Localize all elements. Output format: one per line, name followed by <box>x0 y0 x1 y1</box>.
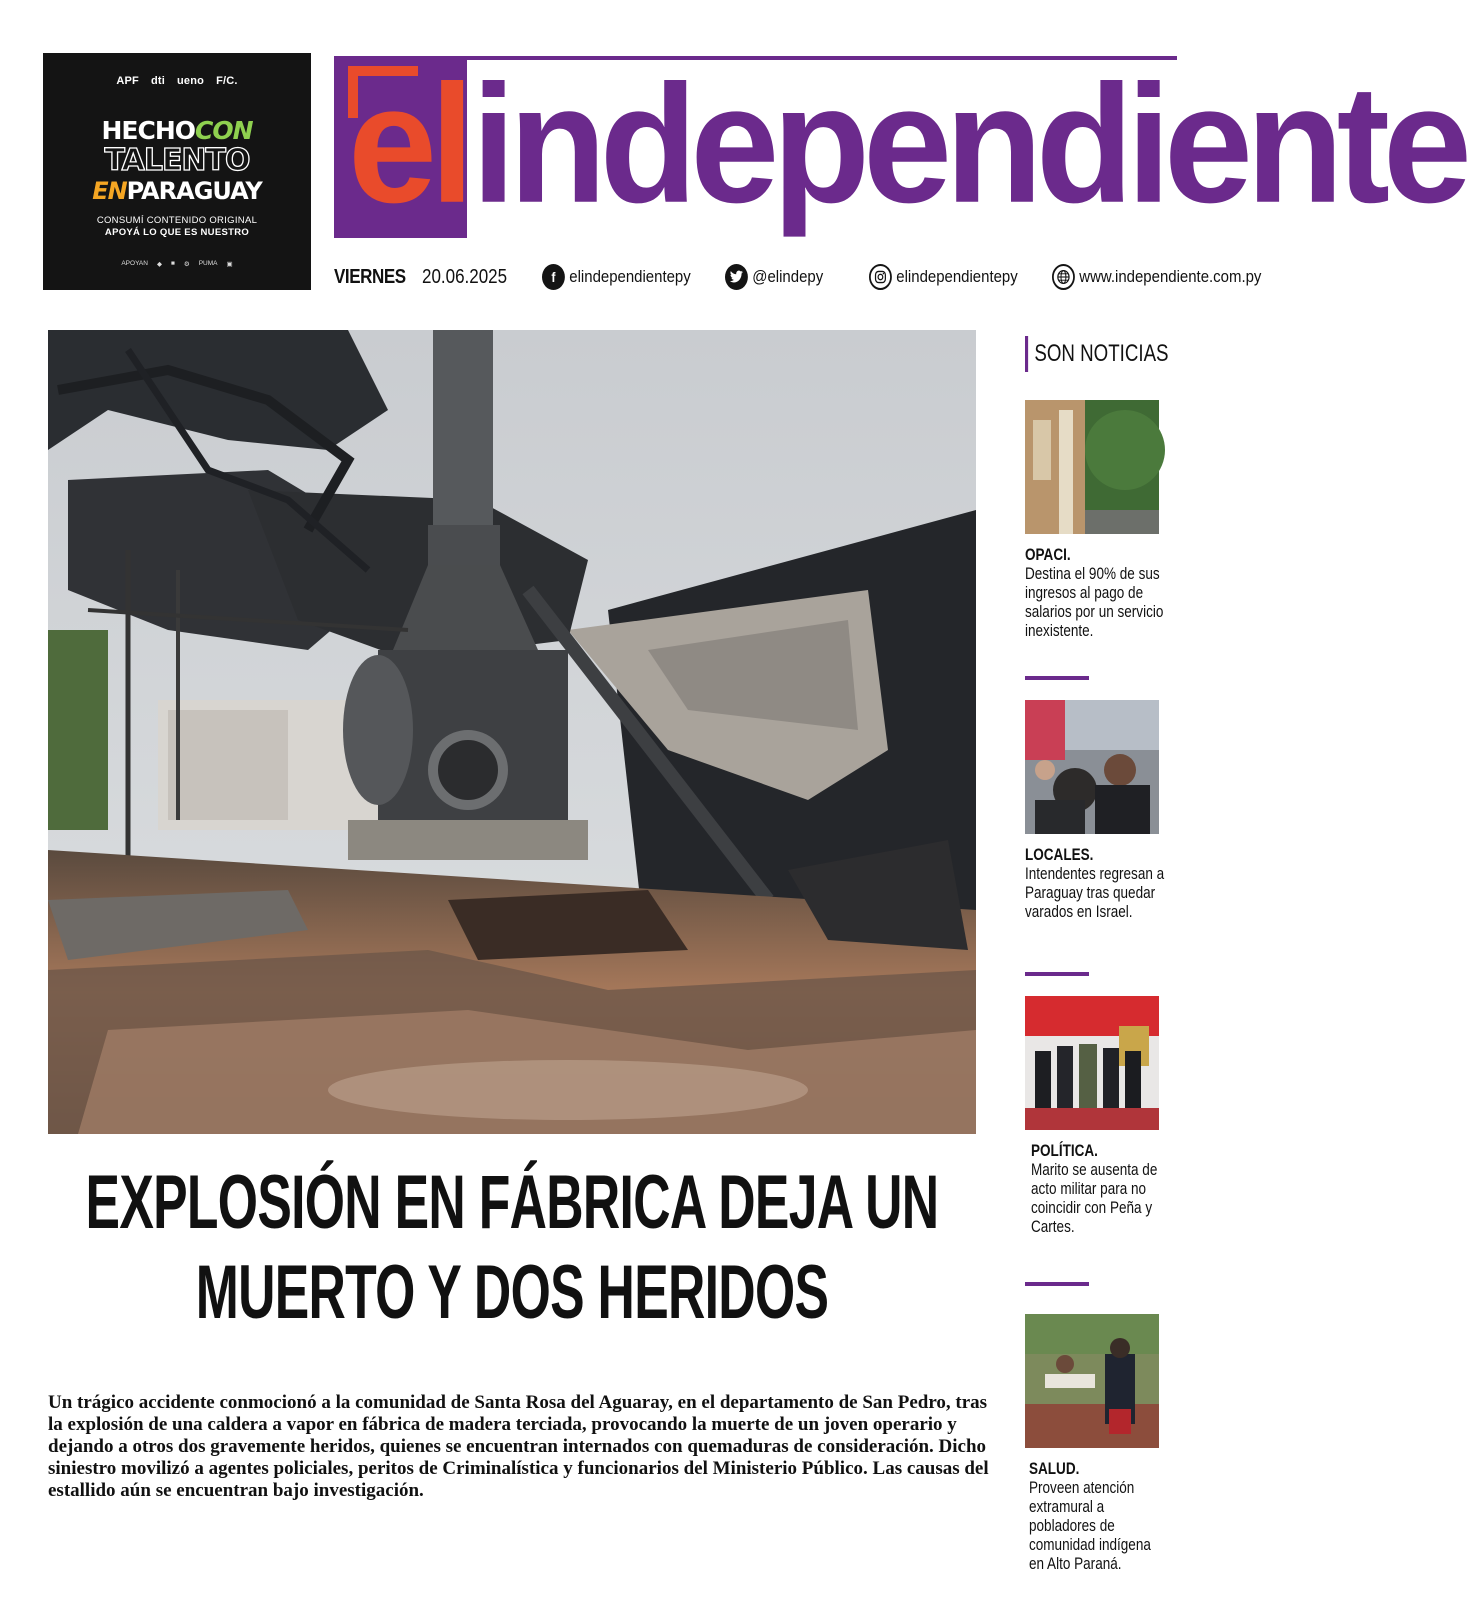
sponsor-fc: F/C. <box>216 75 238 87</box>
instagram-link[interactable]: elindependientepy <box>869 264 1018 290</box>
logo-icon: ■ <box>170 260 175 267</box>
news-thumbnail <box>1025 700 1159 834</box>
logo-icon: ◆ <box>156 261 162 268</box>
date-social-bar <box>334 260 1262 294</box>
news-category: SALUD. <box>1029 1460 1080 1478</box>
news-summary: Marito se ausenta de acto militar para no coincidir con Peña y Cartes. <box>1031 1161 1158 1236</box>
news-thumbnail <box>1025 996 1159 1130</box>
sidebar-item-locales[interactable] <box>1025 700 1190 922</box>
ad-line-2: TALENTO <box>104 143 250 178</box>
ad-supporters: APOYAN ◆ ■ ⚙ PUMA ▣ <box>121 260 233 268</box>
facebook-icon: f <box>542 264 565 290</box>
main-headline[interactable]: EXPLOSIÓN EN FÁBRICA DEJA UN MUERTO Y DOS HERIDOS <box>85 1160 939 1335</box>
twitter-icon <box>725 264 748 290</box>
main-photo <box>48 330 976 1134</box>
news-summary: Proveen atención extramural a pobladores de comunidad indígena en Alto Paraná. <box>1029 1479 1151 1573</box>
instagram-icon <box>869 264 892 290</box>
ad-banner[interactable] <box>43 53 311 290</box>
masthead-logo[interactable] <box>334 49 1465 238</box>
sponsor-dti: dti <box>150 75 165 87</box>
sponsor-apf: APF <box>116 75 139 87</box>
sidebar-item-opaci[interactable] <box>1025 400 1190 641</box>
sidebar-separator <box>1025 1282 1089 1286</box>
lead-paragraph: Un trágico accidente conmocionó a la comunidad de Santa Rosa del Aguaray, en el departamento de San Pedro, tras la explosión de una caldera a vapor en fábrica de madera terciada, provocando la muerte de un joven operario y dejando a otros dos gravemente heridos, quienes se encuentran internados con quemaduras de consideración. Dicho siniestro movilizó a agentes policiales, peritos de Criminalística y funcionarios del Ministerio Público. Las causas del estallido aún se encuentran bajo investigación. <box>48 1392 989 1501</box>
logo-icon: ⚙ <box>183 261 190 268</box>
issue-day: VIERNES <box>334 265 406 288</box>
logo-wordmark: el independiente <box>348 60 1471 270</box>
news-summary: Intendentes regresan a Paraguay tras quedar varados en Israel. <box>1025 865 1165 921</box>
news-summary: Destina el 90% de sus ingresos al pago de salarios por un servicio inexistente. <box>1025 565 1164 640</box>
sidebar-item-politica[interactable] <box>1025 996 1190 1237</box>
globe-icon <box>1052 264 1075 290</box>
sidebar-separator <box>1025 972 1089 976</box>
sponsor-ueno: ueno <box>177 75 205 87</box>
sidebar-separator <box>1025 676 1089 680</box>
news-category: POLÍTICA. <box>1031 1142 1098 1160</box>
news-category: LOCALES. <box>1025 846 1094 864</box>
twitter-link[interactable]: @elindepy <box>725 264 823 290</box>
sidebar-title: SON NOTICIAS <box>1025 336 1169 372</box>
ad-sponsors <box>43 75 311 87</box>
news-thumbnail <box>1025 1314 1159 1448</box>
ad-line-1: HECHOCON <box>101 116 253 145</box>
ad-subtitle-1: CONSUMÍ CONTENIDO ORIGINAL <box>96 215 258 226</box>
logo-icon: ▣ <box>226 261 233 268</box>
facebook-link[interactable]: f elindependientepy <box>542 264 691 290</box>
ad-subtitle-2: APOYÁ LO QUE ES NUESTRO <box>104 227 250 238</box>
website-link[interactable]: www.independiente.com.py <box>1052 264 1261 290</box>
news-thumbnail <box>1025 400 1159 534</box>
ad-line-3: ENPARAGUAY <box>92 177 262 205</box>
issue-date: 20.06.2025 <box>422 265 508 288</box>
sidebar-item-salud[interactable] <box>1025 1314 1190 1574</box>
news-category: OPACI. <box>1025 546 1071 564</box>
